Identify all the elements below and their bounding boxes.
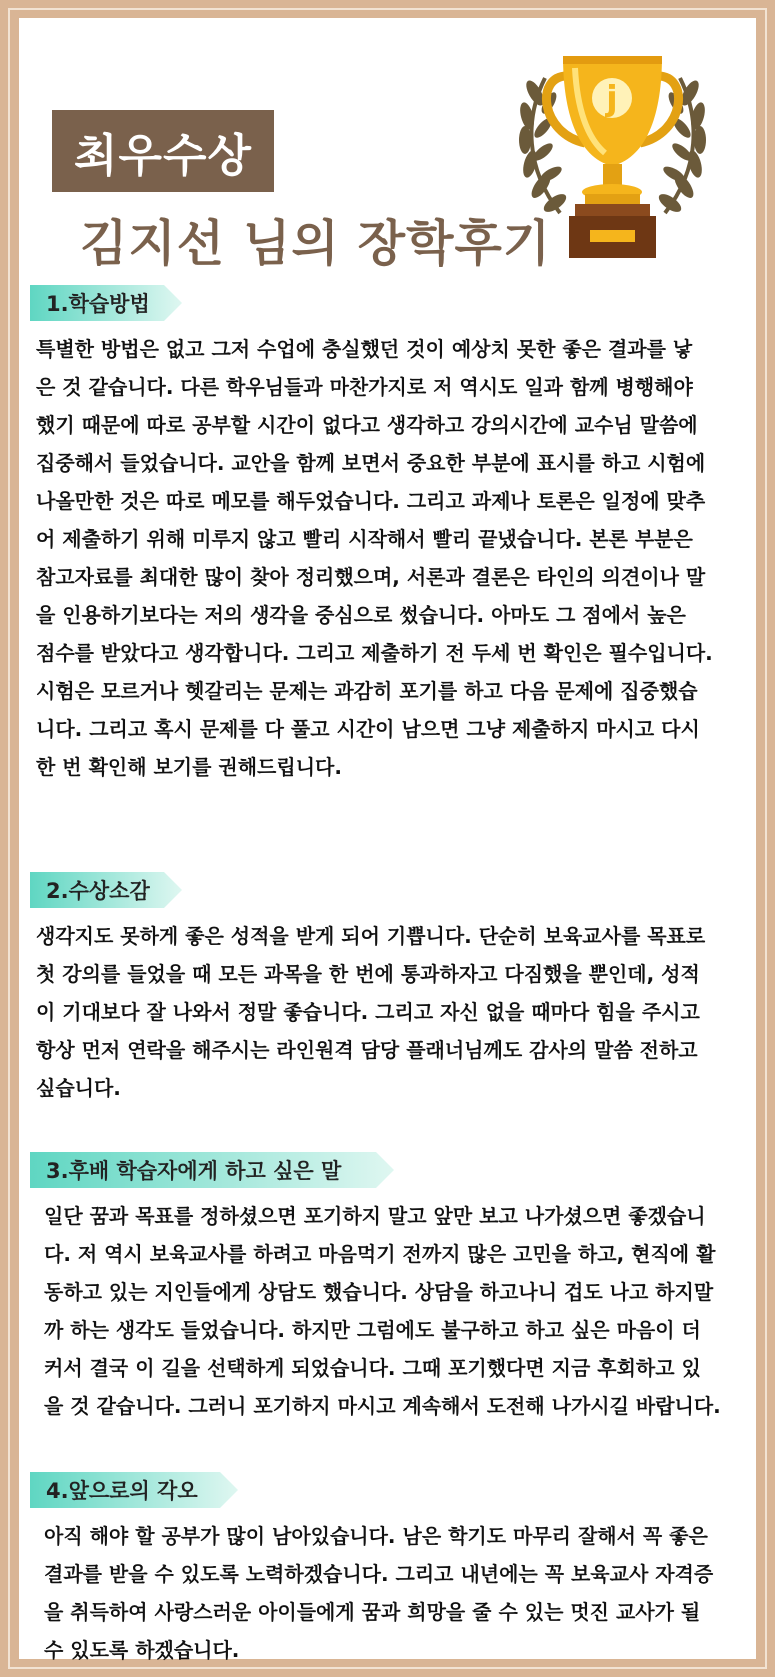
text-line: 결과를 받을 수 있도록 노력하겠습니다. 그리고 내년에는 꼭 보육교사 자격증 xyxy=(44,1562,714,1586)
section-heading-text: 3.후배 학습자에게 하고 싶은 말 xyxy=(46,1159,342,1183)
text-line: 을 취득하여 사랑스러운 아이들에게 꿈과 희망을 줄 수 있는 멋진 교사가 될 xyxy=(44,1600,701,1624)
text-line: 동하고 있는 지인들에게 상담도 했습니다. 상담을 하고나니 겁도 나고 하지말 xyxy=(44,1280,714,1304)
text-line: 한 번 확인해 보기를 권해드립니다. xyxy=(36,755,342,779)
text-line: 이 기대보다 잘 나와서 정말 좋습니다. 그리고 자신 없을 때마다 힘을 주시고 xyxy=(36,1000,700,1024)
text-line: 집중해서 들었습니다. 교안을 함께 보면서 중요한 부분에 표시를 하고 시험에 xyxy=(36,451,706,475)
text-line: 커서 결국 이 길을 선택하게 되었습니다. 그때 포기했다면 지금 후회하고 있 xyxy=(44,1356,701,1380)
text-line: 을 것 같습니다. 그러니 포기하지 마시고 계속해서 도전해 나가시길 바랍니다. xyxy=(44,1394,721,1418)
text-line: 시험은 모르거나 헷갈리는 문제는 과감히 포기를 하고 다음 문제에 집중했습 xyxy=(36,679,698,703)
text-line: 일단 꿈과 목표를 정하셨으면 포기하지 말고 앞만 보고 나가셨으면 좋겠습니 xyxy=(44,1204,706,1228)
trophy-letter: j xyxy=(606,79,618,119)
text-line: 니다. 그리고 혹시 문제를 다 풀고 시간이 남으면 그냥 제출하지 마시고 다시 xyxy=(36,717,700,741)
text-line: 참고자료를 최대한 많이 찾아 정리했으며, 서론과 결론은 타인의 의견이나 말 xyxy=(36,565,706,589)
section-heading-text: 2.수상소감 xyxy=(46,879,150,903)
section-body-future-resolution xyxy=(44,1517,748,1669)
section-body-award-impressions xyxy=(36,917,740,1107)
section-heading-advice xyxy=(30,1152,394,1188)
text-line: 을 인용하기보다는 저의 생각을 중심으로 썼습니다. 아마도 그 점에서 높은 xyxy=(36,603,686,627)
text-line: 싶습니다. xyxy=(36,1076,121,1100)
section-heading-text: 4.앞으로의 각오 xyxy=(46,1479,198,1503)
text-line: 어 제출하기 위해 미루지 않고 빨리 시작해서 빨리 끝냈습니다. 본론 부분은 xyxy=(36,527,693,551)
award-badge: 최우수상 xyxy=(52,110,274,192)
trophy-icon xyxy=(505,48,720,268)
section-body-study-method xyxy=(36,330,740,786)
page-title: 김지선 님의 장학후기 xyxy=(80,215,552,272)
section-heading-study-method xyxy=(30,285,182,321)
text-line: 했기 때문에 따로 공부할 시간이 없다고 생각하고 강의시간에 교수님 말씀에 xyxy=(36,413,698,437)
section-body-advice xyxy=(44,1197,748,1425)
section-heading-future-resolution xyxy=(30,1472,238,1508)
text-line: 특별한 방법은 없고 그저 수업에 충실했던 것이 예상치 못한 좋은 결과를 낳 xyxy=(36,337,693,361)
text-line: 은 것 같습니다. 다른 학우님들과 마찬가지로 저 역시도 일과 함께 병행해야 xyxy=(36,375,693,399)
text-line: 점수를 받았다고 생각합니다. 그리고 제출하기 전 두세 번 확인은 필수입니다. xyxy=(36,641,713,665)
text-line: 나올만한 것은 따로 메모를 해두었습니다. 그리고 과제나 토론은 일정에 맞추 xyxy=(36,489,706,513)
text-line: 첫 강의를 들었을 때 모든 과목을 한 번에 통과하자고 다짐했을 뿐인데, 성적 xyxy=(36,962,700,986)
text-line: 까 하는 생각도 들었습니다. 하지만 그럼에도 불구하고 하고 싶은 마음이 더 xyxy=(44,1318,701,1342)
text-line: 항상 먼저 연락을 해주시는 라인원격 담당 플래너님께도 감사의 말씀 전하고 xyxy=(36,1038,698,1062)
section-heading-award-impressions xyxy=(30,872,182,908)
section-heading-text: 1.학습방법 xyxy=(46,292,150,316)
text-line: 아직 해야 할 공부가 많이 남아있습니다. 남은 학기도 마무리 잘해서 꼭 좋은 xyxy=(44,1524,708,1548)
text-line: 다. 저 역시 보육교사를 하려고 마음먹기 전까지 많은 고민을 하고, 현직에 활 xyxy=(44,1242,716,1266)
text-line: 수 있도록 하겠습니다. xyxy=(44,1638,240,1662)
text-line: 생각지도 못하게 좋은 성적을 받게 되어 기쁩니다. 단순히 보육교사를 목표로 xyxy=(36,924,706,948)
